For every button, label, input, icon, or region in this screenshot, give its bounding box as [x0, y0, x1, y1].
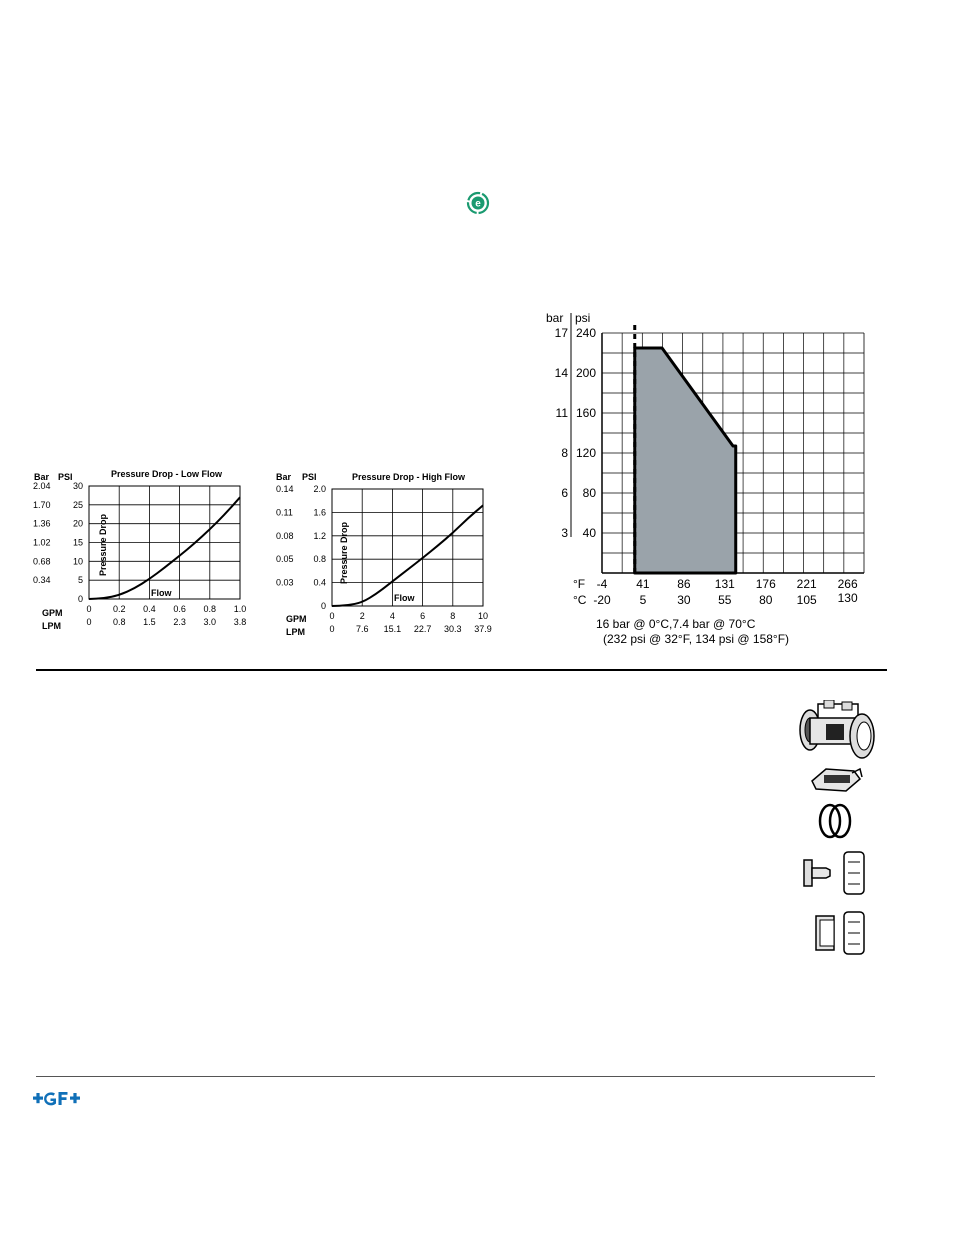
pt-bar-unit: bar — [546, 311, 564, 325]
high-psi-tick: 2.0 — [313, 484, 326, 494]
low-col-psi: PSI — [58, 472, 73, 482]
high-lpm-tick: 7.6 — [355, 624, 369, 634]
high-bar-tick: 0.14 — [276, 484, 294, 494]
low-chart-title: Pressure Drop - Low Flow — [111, 469, 223, 479]
high-lpm-label: LPM — [286, 627, 305, 637]
pt-c-unit: °C — [573, 593, 587, 607]
pt-operating-area — [635, 348, 736, 573]
low-bar-tick: 2.04 — [33, 481, 51, 491]
high-psi-tick: 0.4 — [313, 577, 326, 588]
pt-f-tick: 266 — [837, 577, 858, 591]
high-gpm-tick: 6 — [420, 611, 426, 621]
pt-bar-tick: 14 — [554, 366, 568, 380]
rohs-letter: e — [475, 198, 481, 210]
high-chart-title: Pressure Drop - High Flow — [352, 472, 466, 482]
pt-psi-tick: 120 — [575, 446, 596, 460]
low-gpm-tick: 0.2 — [112, 604, 126, 614]
pressure-temperature-chart — [540, 305, 880, 650]
pt-psi-tick: 200 — [575, 366, 596, 380]
low-bar-tick: 0.68 — [33, 556, 51, 567]
low-psi-tick: 15 — [72, 537, 83, 548]
high-gpm-label: GPM — [286, 614, 307, 624]
socket-end-and-nut-image — [810, 908, 868, 958]
low-psi-tick: 5 — [77, 575, 83, 586]
high-psi-tick: 1.2 — [313, 530, 326, 541]
high-gpm-tick: 4 — [389, 611, 395, 621]
high-gpm-tick: 10 — [477, 611, 489, 621]
high-lpm-tick: 37.9 — [474, 624, 492, 634]
low-ticks — [33, 481, 246, 627]
pt-note-line2: (232 psi @ 32°F, 134 psi @ 158°F) — [603, 632, 790, 646]
low-gpm-tick: 0 — [86, 604, 92, 614]
pt-c-tick: -20 — [593, 593, 611, 607]
footer-divider — [36, 1076, 875, 1077]
high-lpm-tick: 30.3 — [444, 624, 462, 634]
low-lpm-tick: 1.5 — [143, 617, 156, 627]
low-grid — [89, 486, 240, 599]
low-lpm-label: LPM — [42, 621, 61, 631]
pt-psi-unit: psi — [575, 311, 591, 325]
pt-bar-tick: 3 — [561, 526, 568, 540]
low-bar-tick: 1.36 — [33, 518, 51, 529]
high-bar-tick: 0.11 — [276, 507, 293, 518]
section-divider — [36, 669, 887, 671]
pt-c-tick: 105 — [796, 593, 817, 607]
o-ring-set-image — [816, 802, 856, 840]
high-flow-pressure-drop-chart — [270, 466, 510, 641]
high-lpm-tick: 0 — [329, 624, 335, 634]
low-col-bar: Bar — [34, 472, 50, 482]
low-bar-tick: 1.70 — [33, 499, 51, 510]
pt-c-tick: 130 — [837, 591, 858, 605]
low-psi-tick: 20 — [72, 518, 83, 529]
high-plot-frame — [332, 489, 483, 606]
low-psi-tick: 30 — [72, 481, 83, 491]
low-lpm-tick: 0 — [86, 617, 92, 627]
low-xlabel: Flow — [151, 588, 172, 598]
pt-c-tick: 5 — [639, 593, 647, 607]
low-psi-tick: 0 — [77, 594, 83, 604]
high-lpm-tick: 15.1 — [383, 624, 402, 634]
pt-c-tick: 55 — [718, 593, 732, 607]
high-gpm-tick: 0 — [329, 611, 335, 621]
low-flow-pressure-drop-chart — [28, 463, 258, 638]
pt-f-unit: °F — [573, 577, 586, 591]
pt-f-tick: -4 — [596, 577, 608, 591]
low-gpm-tick: 0.8 — [203, 604, 217, 614]
high-lpm-tick: 22.7 — [413, 624, 432, 634]
low-psi-tick: 10 — [72, 556, 83, 567]
gf-logo — [32, 1088, 88, 1110]
low-gpm-tick: 0.4 — [143, 604, 156, 614]
valve-insert-image — [806, 763, 866, 797]
high-psi-tick: 1.6 — [313, 507, 326, 518]
low-bar-tick: 1.02 — [33, 537, 51, 548]
high-psi-tick: 0 — [320, 601, 326, 611]
spigot-end-and-nut-image — [800, 848, 868, 898]
pt-f-tick: 41 — [636, 577, 650, 591]
low-flow-curve — [89, 497, 240, 599]
low-lpm-tick: 0.8 — [112, 617, 126, 627]
pt-f-tick: 176 — [755, 577, 776, 591]
high-gpm-tick: 2 — [359, 611, 365, 621]
high-col-bar: Bar — [276, 472, 292, 482]
high-ylabel: Pressure Drop — [339, 521, 349, 584]
low-gpm-label: GPM — [42, 608, 63, 618]
high-grid — [332, 489, 483, 606]
high-col-psi: PSI — [302, 472, 317, 482]
high-bar-tick: 0.05 — [276, 554, 294, 565]
pt-f-tick: 131 — [714, 577, 735, 591]
pt-c-tick: 30 — [677, 593, 691, 607]
pt-note-line1: 16 bar @ 0°C,7.4 bar @ 70°C — [596, 617, 756, 631]
high-gpm-tick: 8 — [450, 611, 456, 621]
pt-psi-tick: 160 — [575, 406, 596, 420]
pt-psi-tick: 80 — [582, 486, 596, 500]
pt-f-tick: 221 — [796, 577, 817, 591]
low-lpm-tick: 3.8 — [233, 617, 247, 627]
rohs-e-icon — [466, 191, 490, 215]
low-lpm-tick: 3.0 — [203, 617, 217, 627]
high-bar-tick: 0.08 — [276, 530, 294, 541]
high-psi-tick: 0.8 — [313, 554, 326, 565]
pt-bar-tick: 8 — [561, 446, 568, 460]
high-flow-curve — [332, 505, 483, 606]
pt-bar-tick: 6 — [561, 486, 568, 500]
low-gpm-tick: 1.0 — [233, 604, 247, 614]
high-bar-tick: 0.03 — [276, 577, 294, 588]
low-psi-tick: 25 — [72, 499, 83, 510]
high-xlabel: Flow — [394, 593, 415, 603]
pt-bar-tick: 11 — [555, 406, 568, 420]
pt-f-tick: 86 — [677, 577, 691, 591]
pt-psi-tick: 240 — [575, 326, 596, 340]
low-lpm-tick: 2.3 — [173, 617, 186, 627]
pt-bar-tick: 17 — [554, 326, 568, 340]
union-valve-assembly-image — [796, 700, 880, 762]
low-bar-tick: 0.34 — [33, 575, 51, 586]
low-gpm-tick: 0.6 — [173, 604, 186, 614]
low-ylabel: Pressure Drop — [98, 513, 108, 576]
pt-c-tick: 80 — [759, 593, 773, 607]
pt-psi-tick: 40 — [582, 526, 596, 540]
